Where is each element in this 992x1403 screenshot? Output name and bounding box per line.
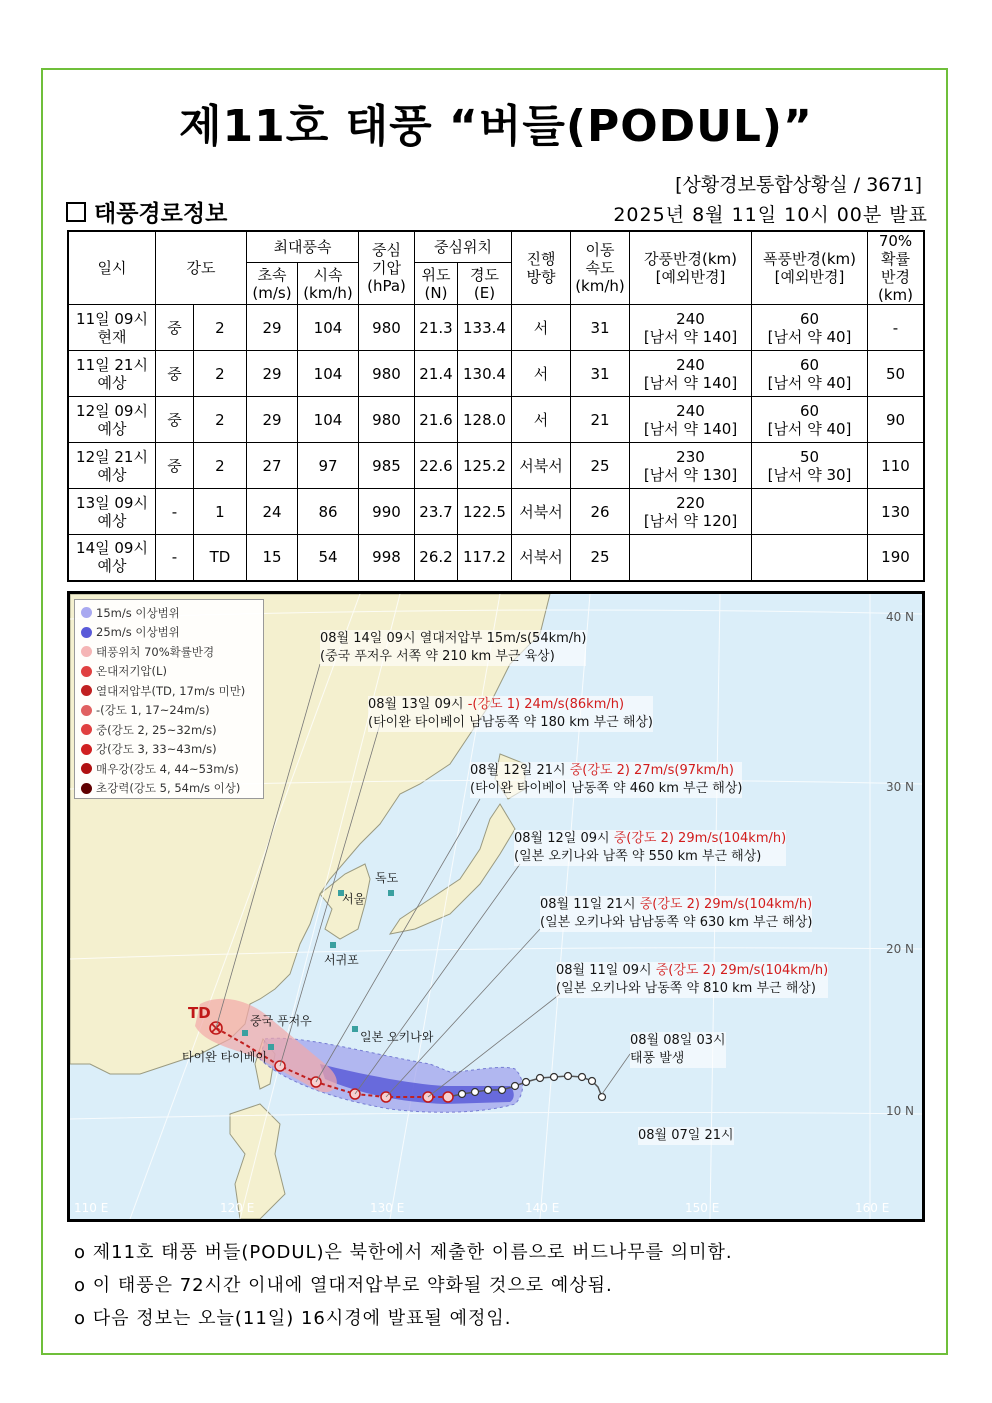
lat-label-10: 10 N — [885, 1104, 914, 1118]
page-title: 제11호 태풍 “버들(PODUL)” — [179, 101, 813, 152]
legend-symbol-icon — [81, 744, 92, 755]
cell-strong: 240 [남서 약 140] — [630, 351, 752, 397]
cell-ms: 29 — [247, 305, 298, 351]
cell-ms: 27 — [247, 443, 298, 489]
legend-label: 15m/s 이상범위 — [96, 605, 180, 620]
cell-dir: 서 — [512, 305, 571, 351]
cell-ms: 24 — [247, 489, 298, 535]
note-1: o 제11호 태풍 버들(PODUL)은 북한에서 제출한 이름으로 버드나무를 의미함. — [74, 1242, 733, 1263]
cell-kmh: 104 — [298, 351, 359, 397]
cell-storm: 60 [남서 약 40] — [752, 351, 868, 397]
legend-label: 강(강도 3, 33~43m/s) — [96, 742, 217, 757]
lon-label-120: 120 E — [220, 1201, 255, 1215]
cell-lat: 21.4 — [415, 351, 458, 397]
cell-lat: 26.2 — [415, 535, 458, 581]
issued-time: 2025년 8월 11일 10시 00분 발표 — [613, 204, 928, 226]
cell-storm — [752, 489, 868, 535]
annotation-0812-21: 08월 12일 21시 중(강도 2) 27m/s(97km/h) (타이완 타이베이 남동쪽 약 460 km 부근 해상) — [470, 763, 743, 796]
cell-strong: 220 [남서 약 120] — [630, 489, 752, 535]
legend-item — [81, 720, 257, 740]
cell-p70: 110 — [868, 443, 925, 489]
place-taipei: 타이완 타이베이 — [182, 1050, 267, 1064]
cell-grade: 2 — [193, 397, 246, 443]
cell-dir: 서북서 — [512, 443, 571, 489]
header-wind-ms: 초속 (m/s) — [247, 263, 298, 305]
cell-grade: 1 — [193, 489, 246, 535]
place-fuzhou: 중국 푸저우 — [250, 1014, 312, 1028]
cell-dir: 서 — [512, 351, 571, 397]
cell-grade: 2 — [193, 443, 246, 489]
lon-label-130: 130 E — [370, 1201, 405, 1215]
cell-p70: 190 — [868, 535, 925, 581]
cell-storm: 60 [남서 약 40] — [752, 305, 868, 351]
cell-p70: 90 — [868, 397, 925, 443]
lat-label-20: 20 N — [885, 942, 914, 956]
cell-spd: 25 — [571, 535, 630, 581]
legend-label: -(강도 1, 17~24m/s) — [96, 703, 210, 718]
cell-lat: 21.3 — [415, 305, 458, 351]
legend-symbol-icon — [81, 607, 92, 618]
cell-time: 12일 09시 예상 — [68, 397, 156, 443]
note-3: o 다음 정보는 오늘(11일) 16시경에 발표될 예정임. — [74, 1308, 512, 1329]
annotation-0808: 08월 08일 03시 태풍 발생 — [630, 1033, 726, 1066]
legend-symbol-icon — [81, 627, 92, 638]
legend-label: 온대저기압(L) — [96, 664, 167, 679]
cell-spd: 31 — [571, 305, 630, 351]
cell-time: 11일 09시 현재 — [68, 305, 156, 351]
header-max-wind: 최대풍속 — [247, 231, 359, 263]
cell-lon: 122.5 — [458, 489, 512, 535]
cell-spd: 31 — [571, 351, 630, 397]
cell-hpa: 998 — [359, 535, 415, 581]
table-row — [68, 351, 924, 397]
cell-kmh: 54 — [298, 535, 359, 581]
cell-lon: 133.4 — [458, 305, 512, 351]
legend-item — [81, 701, 257, 721]
annotation-0807: 08월 07일 21시 — [638, 1128, 734, 1143]
annotation-0814: 08월 14일 09시 열대저압부 15m/s(54km/h) (중국 푸저우 서쪽 약 210 km 부근 육상) — [320, 631, 587, 664]
place-seogwipo: 서귀포 — [324, 953, 359, 967]
header-prob70: 70% 확률 반경 (km) — [868, 231, 925, 305]
lon-label-150: 150 E — [685, 1201, 720, 1215]
cell-kmh: 104 — [298, 305, 359, 351]
place-seoul: 서울 — [342, 892, 366, 906]
legend-symbol-icon — [81, 685, 92, 696]
legend-symbol-icon — [81, 763, 92, 774]
cell-p70: 50 — [868, 351, 925, 397]
header-lon: 경도 (E) — [458, 263, 512, 305]
checkbox-icon — [66, 202, 86, 222]
legend-item — [81, 642, 257, 662]
cell-lat: 22.6 — [415, 443, 458, 489]
header-strong-radius: 강풍반경(km) [예외반경] — [630, 231, 752, 305]
header-intensity: 강도 — [156, 231, 247, 305]
cell-storm — [752, 535, 868, 581]
legend-symbol-icon — [81, 646, 92, 657]
lon-label-110: 110 E — [74, 1201, 109, 1215]
cell-size: - — [156, 489, 194, 535]
cell-size: - — [156, 535, 194, 581]
cell-lat: 23.7 — [415, 489, 458, 535]
cell-hpa: 990 — [359, 489, 415, 535]
annotation-0813: 08월 13일 09시 -(강도 1) 24m/s(86km/h) (타이완 타이베이 남남동쪽 약 180 km 부근 해상) — [368, 697, 654, 730]
header-lat: 위도 (N) — [415, 263, 458, 305]
legend-symbol-icon — [81, 666, 92, 677]
cell-strong: 240 [남서 약 140] — [630, 397, 752, 443]
cell-hpa: 980 — [359, 305, 415, 351]
header-datetime: 일시 — [68, 231, 156, 305]
land-japan — [390, 804, 515, 934]
td-label: TD — [188, 1004, 211, 1022]
cell-strong: 230 [남서 약 130] — [630, 443, 752, 489]
legend-label: 열대저압부(TD, 17m/s 미만) — [96, 683, 246, 698]
section-title-text: 태풍경로정보 — [94, 201, 228, 227]
legend-item — [81, 603, 257, 623]
lon-label-140: 140 E — [525, 1201, 560, 1215]
cell-time: 14일 09시 예상 — [68, 535, 156, 581]
table-row — [68, 443, 924, 489]
header-pressure: 중심 기압 (hPa) — [359, 231, 415, 305]
map-legend — [74, 599, 264, 799]
legend-symbol-icon — [81, 724, 92, 735]
legend-symbol-icon — [81, 783, 92, 794]
section-title — [66, 195, 227, 228]
cell-spd: 21 — [571, 397, 630, 443]
cell-lon: 130.4 — [458, 351, 512, 397]
cell-p70: 130 — [868, 489, 925, 535]
cell-lon: 117.2 — [458, 535, 512, 581]
cell-hpa: 980 — [359, 397, 415, 443]
cell-strong — [630, 535, 752, 581]
legend-label: 25m/s 이상범위 — [96, 625, 180, 640]
header-direction: 진행 방향 — [512, 231, 571, 305]
cell-spd: 25 — [571, 443, 630, 489]
legend-symbol-icon — [81, 705, 92, 716]
issuer-label: [상황경보통합상황실 / 3671] — [675, 174, 922, 196]
legend-item — [81, 681, 257, 701]
cell-time: 13일 09시 예상 — [68, 489, 156, 535]
legend-label: 초강력(강도 5, 54m/s 이상) — [96, 781, 241, 796]
cell-hpa: 980 — [359, 351, 415, 397]
cell-strong: 240 [남서 약 140] — [630, 305, 752, 351]
cell-lon: 128.0 — [458, 397, 512, 443]
legend-label: 중(강도 2, 25~32m/s) — [96, 722, 217, 737]
cell-storm: 60 [남서 약 40] — [752, 397, 868, 443]
place-dokdo: 독도 — [375, 871, 399, 885]
legend-item — [81, 759, 257, 779]
cell-lon: 125.2 — [458, 443, 512, 489]
legend-item — [81, 779, 257, 799]
cell-ms: 29 — [247, 397, 298, 443]
cell-size: 중 — [156, 351, 194, 397]
cell-ms: 29 — [247, 351, 298, 397]
table-row — [68, 535, 924, 581]
cell-kmh: 86 — [298, 489, 359, 535]
table-row — [68, 397, 924, 443]
cell-time: 12일 21시 예상 — [68, 443, 156, 489]
lon-label-160: 160 E — [855, 1201, 890, 1215]
cell-hpa: 985 — [359, 443, 415, 489]
cell-time: 11일 21시 예상 — [68, 351, 156, 397]
cell-dir: 서 — [512, 397, 571, 443]
table-row — [68, 305, 924, 351]
annotation-0811-09: 08월 11일 09시 중(강도 2) 29m/s(104km/h) (일본 오키나와 남동쪽 약 810 km 부근 해상) — [556, 963, 829, 996]
typhoon-track-table — [67, 230, 925, 582]
cell-lat: 21.6 — [415, 397, 458, 443]
header-storm-radius: 폭풍반경(km) [예외반경] — [752, 231, 868, 305]
lat-label-30: 30 N — [885, 780, 914, 794]
cell-size: 중 — [156, 397, 194, 443]
cell-size: 중 — [156, 305, 194, 351]
legend-label: 태풍위치 70%확률반경 — [96, 644, 215, 659]
cell-grade: 2 — [193, 351, 246, 397]
cell-size: 중 — [156, 443, 194, 489]
annotation-0812-09: 08월 12일 09시 중(강도 2) 29m/s(104km/h) (일본 오키나와 남쪽 약 550 km 부근 해상) — [514, 831, 787, 864]
legend-item — [81, 740, 257, 760]
legend-item — [81, 623, 257, 643]
cell-kmh: 97 — [298, 443, 359, 489]
lat-label-40: 40 N — [885, 610, 914, 624]
cell-dir: 서북서 — [512, 535, 571, 581]
cell-storm: 50 [남서 약 30] — [752, 443, 868, 489]
cell-ms: 15 — [247, 535, 298, 581]
table-row — [68, 489, 924, 535]
cell-kmh: 104 — [298, 397, 359, 443]
annotation-0811-21: 08월 11일 21시 중(강도 2) 29m/s(104km/h) (일본 오키나와 남남동쪽 약 630 km 부근 해상) — [540, 897, 813, 930]
note-2: o 이 태풍은 72시간 이내에 열대저압부로 약화될 것으로 예상됨. — [74, 1275, 613, 1296]
cell-grade: 2 — [193, 305, 246, 351]
legend-item — [81, 662, 257, 682]
header-center: 중심위치 — [415, 231, 512, 263]
cell-grade: TD — [193, 535, 246, 581]
notes — [74, 1236, 733, 1335]
cell-spd: 26 — [571, 489, 630, 535]
cell-p70: - — [868, 305, 925, 351]
header-speed: 이동 속도 (km/h) — [571, 231, 630, 305]
typhoon-track-map — [67, 591, 925, 1222]
cell-dir: 서북서 — [512, 489, 571, 535]
legend-label: 매우강(강도 4, 44~53m/s) — [96, 761, 239, 776]
header-wind-kmh: 시속 (km/h) — [298, 263, 359, 305]
place-okinawa: 일본 오키나와 — [360, 1030, 434, 1044]
